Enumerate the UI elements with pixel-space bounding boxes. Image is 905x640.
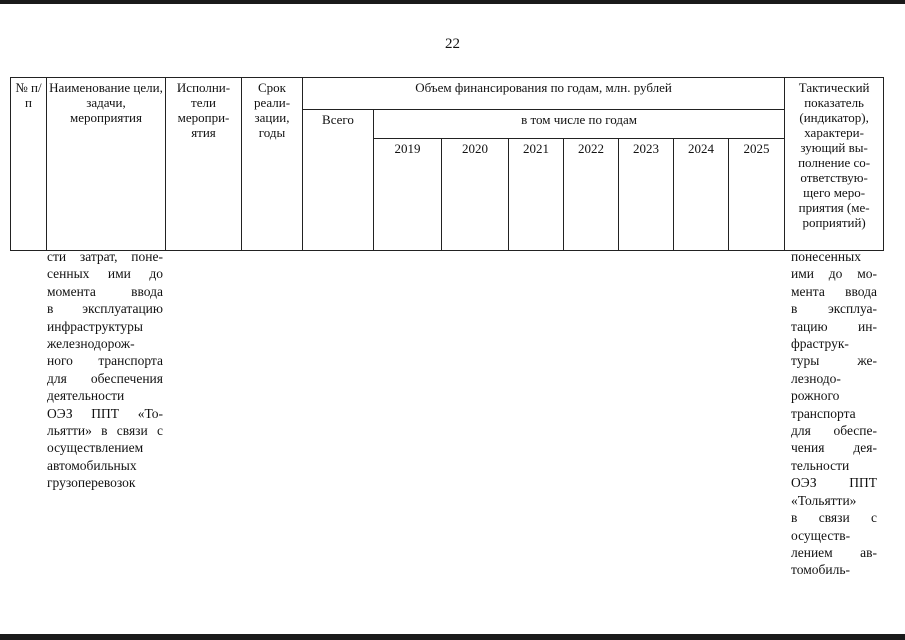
year-header: 2023 [619, 139, 674, 251]
text-line: в эксплуатацию [47, 301, 163, 317]
text-line: для обеспе- [791, 423, 877, 439]
text-line: фраструк- [791, 336, 849, 352]
text-line: деятельности [47, 388, 125, 404]
text-line: в эксплуа- [791, 301, 877, 317]
text-line: чения дея- [791, 440, 877, 456]
text-line: железнодорож- [47, 336, 135, 352]
col-num-header: № п/п [11, 78, 47, 251]
year-header: 2024 [674, 139, 729, 251]
text-line: лезнодо- [791, 370, 841, 386]
text-line: транспорта [791, 405, 856, 421]
year-header: 2025 [729, 139, 785, 251]
text-line: в связи с [791, 510, 877, 526]
text-line: ного транспорта [47, 353, 163, 369]
text-line: ОЭЗ ППТ [791, 475, 877, 491]
col-executors-header: Исполни-тели меропри-ятия [166, 78, 242, 251]
text-line: момента ввода [47, 283, 163, 299]
col-financing-header: Объем финансирования по годам, млн. рублей [303, 78, 785, 110]
col-term-header: Срок реали-зации, годы [242, 78, 303, 251]
bottom-border [0, 634, 905, 640]
text-line: для обеспечения [47, 370, 163, 386]
table-header [10, 77, 883, 251]
text-line: сти затрат, поне- [47, 249, 163, 264]
row-name-continuation [47, 248, 163, 492]
text-line: лением ав- [791, 544, 877, 560]
year-header: 2021 [509, 139, 564, 251]
text-line: автомобильных [47, 457, 137, 473]
col-total-header: Всего [303, 110, 374, 251]
col-by-years-header: в том числе по годам [374, 110, 785, 139]
text-line: «Тольятти» [791, 492, 857, 508]
text-line: ОЭЗ ППТ «То- [47, 405, 163, 421]
text-line: тельности [791, 457, 850, 473]
text-line: сенных ими до [47, 266, 163, 282]
text-line: понесенных [791, 249, 861, 264]
row-indicator-continuation [791, 248, 877, 579]
page-number: 22 [445, 36, 460, 52]
top-border [0, 0, 905, 4]
col-indicator-header: Тактический показатель (индикатор), характери-зующий вы-полнение со-ответствую-щего меро-приятия (ме-роприятий) [785, 78, 884, 251]
year-header: 2020 [442, 139, 509, 251]
text-line: туры же- [791, 353, 877, 369]
text-line: мента ввода [791, 283, 877, 299]
col-name-header: Наименование цели, задачи, мероприятия [47, 78, 166, 251]
text-line: рожного [791, 388, 840, 404]
text-line: осуществ- [791, 527, 851, 543]
text-line: льятти» в связи с [47, 423, 163, 439]
text-line: тацию ин- [791, 318, 877, 334]
year-header: 2019 [374, 139, 442, 251]
text-line: грузоперевозок [47, 475, 136, 491]
year-header: 2022 [564, 139, 619, 251]
text-line: инфраструктуры [47, 318, 143, 334]
text-line: ими до мо- [791, 266, 877, 282]
text-line: томобиль- [791, 562, 850, 578]
text-line: осуществлением [47, 440, 144, 456]
